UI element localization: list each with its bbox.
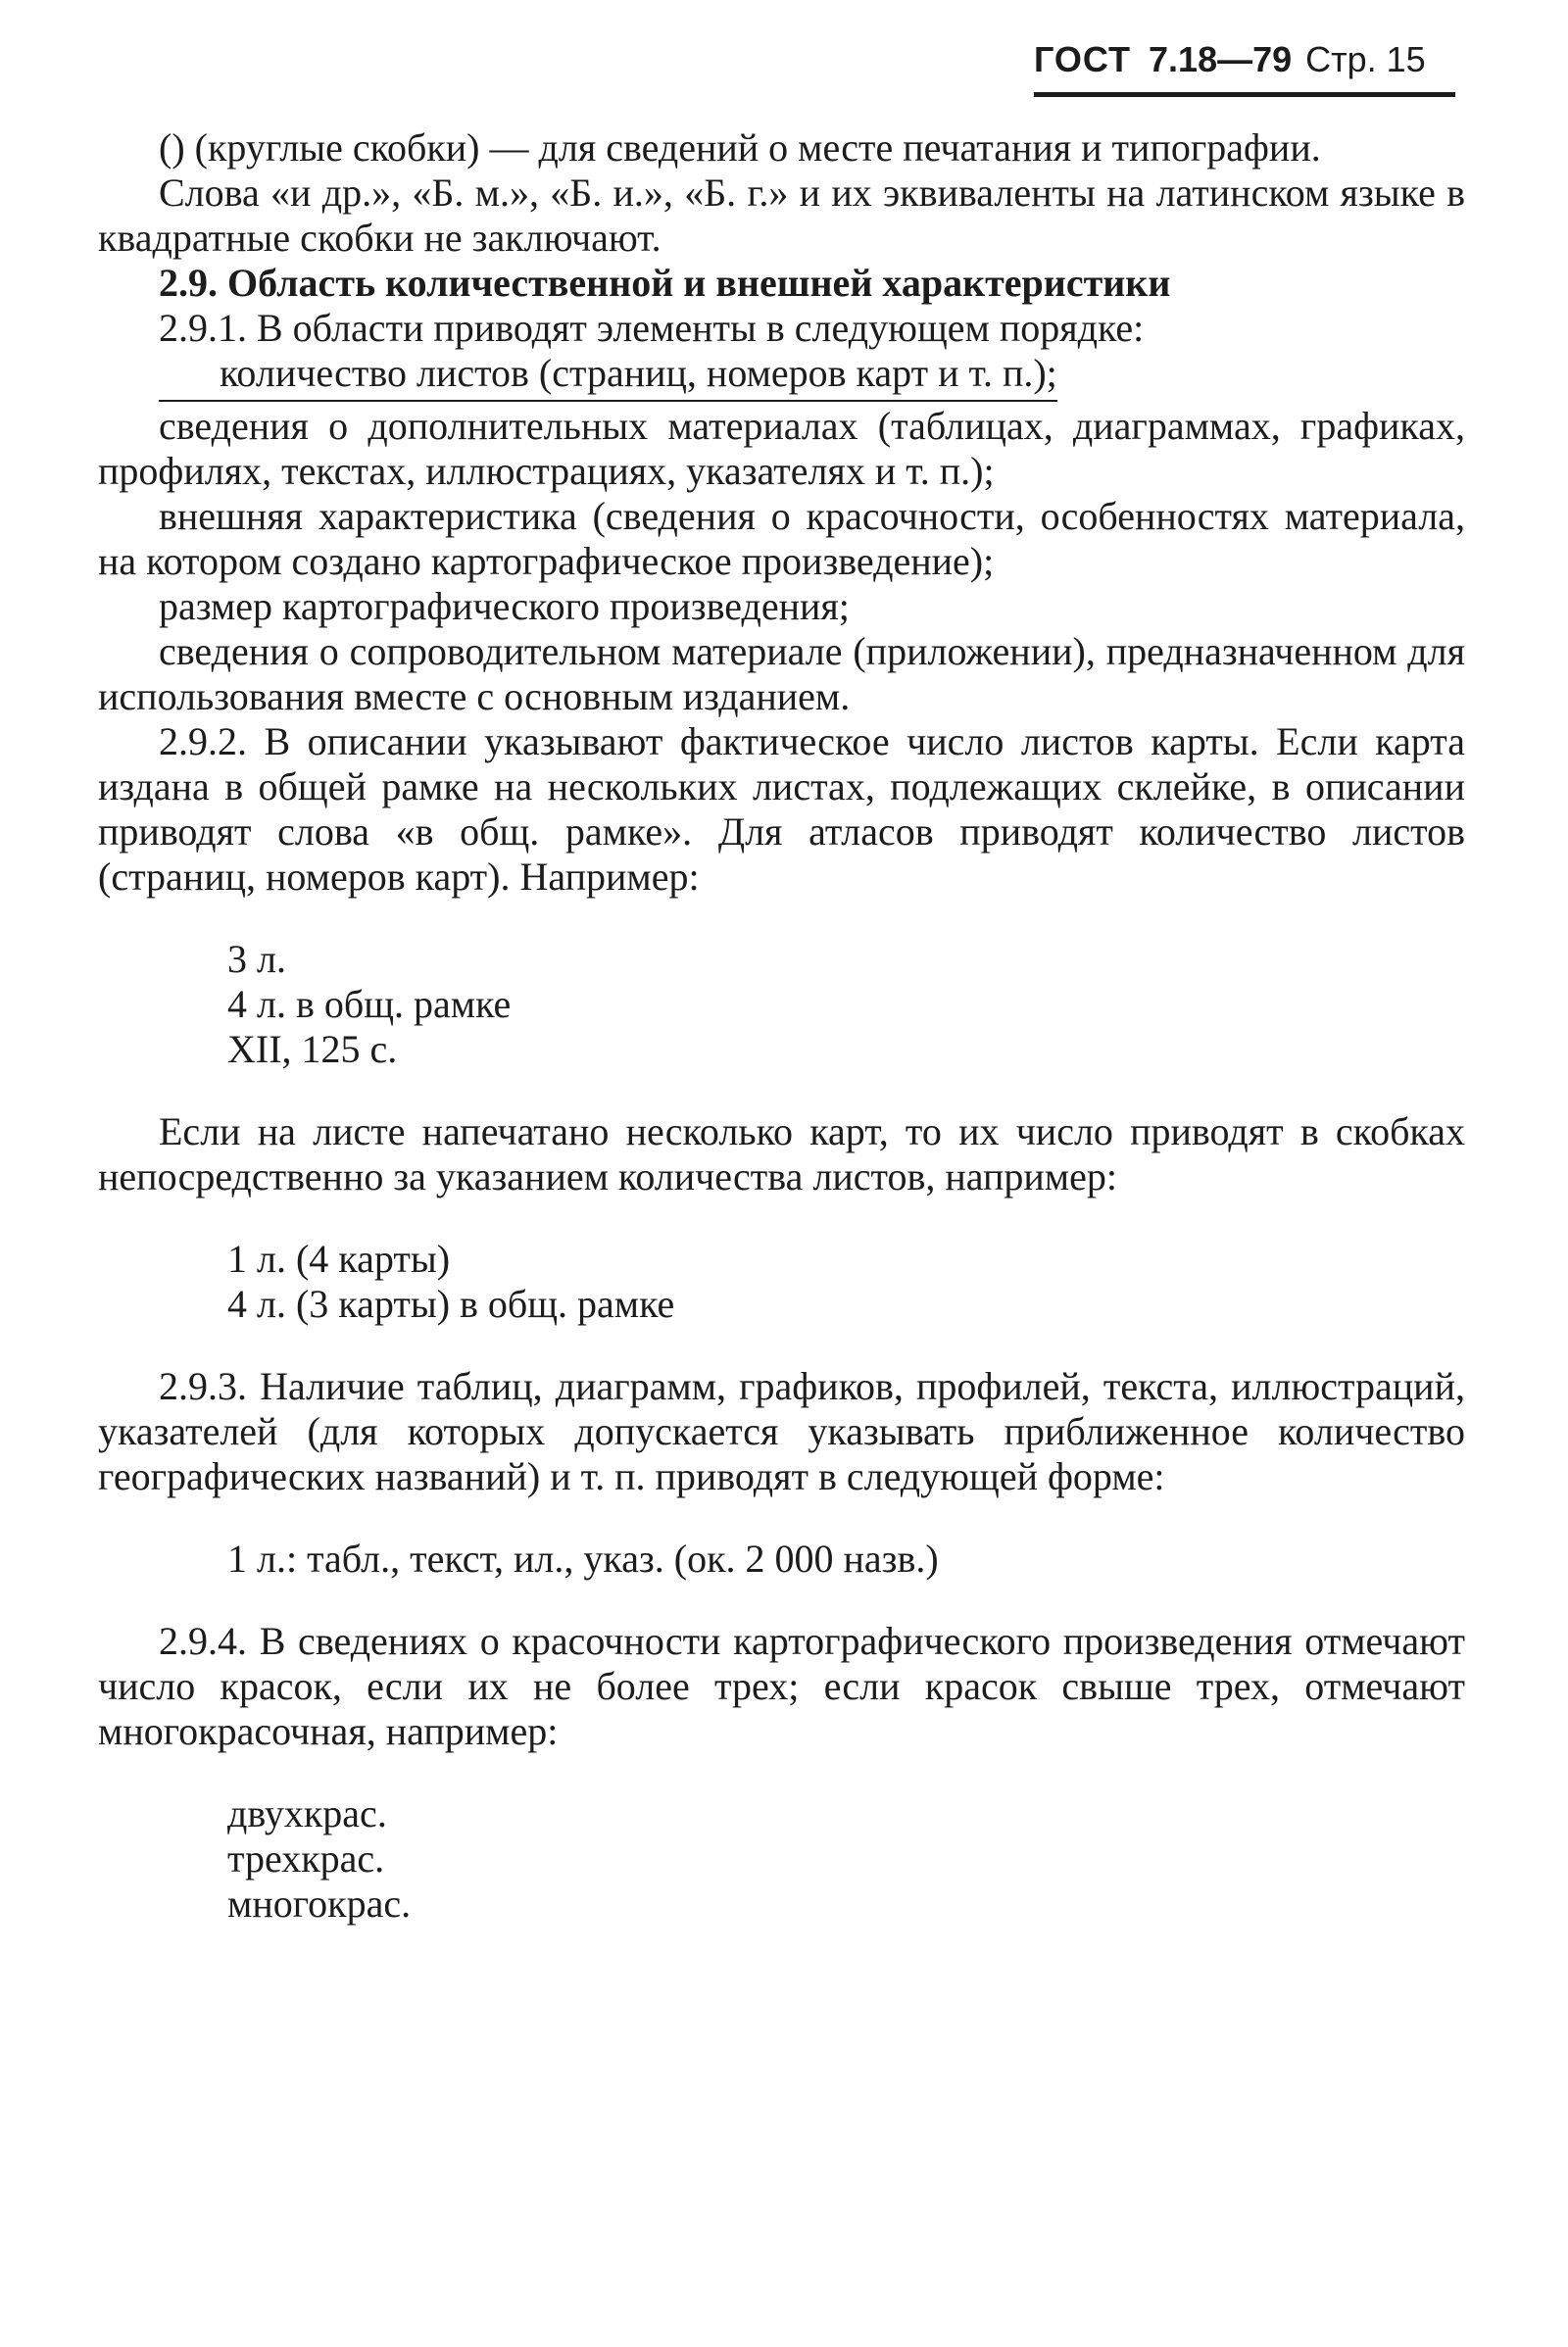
section-title-2-9: 2.9. Область количественной и внешней характеристики <box>159 261 1171 305</box>
example-line: многокрас. <box>227 1882 412 1926</box>
example-line: трехкрас. <box>227 1836 385 1881</box>
paragraph-2-9-4: 2.9.4. В сведениях о красочности картографического произведения отмечают число красок, если их не более трех; если красок свыше трех, отмечают многокрасочная, например: <box>98 1619 1465 1753</box>
list-item-external-characteristics: внешняя характеристика (сведения о красочности, особенностях материала, на котором создано картографическое произведение); <box>98 494 1465 583</box>
list-item-sheets-text: количество листов (страниц, номеров карт и т. п.); <box>159 351 1057 402</box>
list-item-sheets <box>98 351 1465 404</box>
example-block-sheets <box>98 937 1465 1072</box>
standard-number: 7.18—79 <box>1149 39 1293 79</box>
example-line: 1 л.: табл., текст, ил., указ. (ок. 2 000 назв.) <box>227 1537 939 1581</box>
page-number: Стр. 15 <box>1305 39 1426 79</box>
paragraph-round-brackets: () (круглые скобки) — для сведений о месте печатания и типографии. <box>159 125 1321 170</box>
paragraph-latin-equivalents: Слова «и др.», «Б. м.», «Б. и.», «Б. г.» и их эквиваленты на латинском языке в квадратные скобки не заключают. <box>98 171 1465 260</box>
list-item-additional-materials: сведения о дополнительных материалах (таблицах, диаграммах, графиках, профилях, текстах, иллюстрациях, указателях и т. п.); <box>98 404 1465 493</box>
list-item-size: размер картографического произведения; <box>159 584 850 628</box>
example-line: 1 л. (4 карты) <box>227 1237 451 1281</box>
example-line: 3 л. <box>227 937 286 981</box>
paragraph-multiple-maps: Если на листе напечатано несколько карт, то их число приводят в скобках непосредственно за указанием количества листов, например: <box>98 1109 1465 1198</box>
list-item-accompanying-material: сведения о сопроводительном материале (приложении), предназначенном для использования вместе с основным изданием. <box>98 629 1465 718</box>
example-block-maps <box>98 1237 1465 1327</box>
paragraph-2-9-2: 2.9.2. В описании указывают фактическое число листов карты. Если карта издана в общей рамке на нескольких листах, подлежащих склейке, в описании приводят слова «в общ. рамке». Для атласов приводят количество листов (страниц, номеров карт). Например: <box>98 719 1465 899</box>
document-body <box>98 125 1465 1927</box>
example-block-tables <box>98 1537 1465 1582</box>
example-line: 4 л. (3 карты) в общ. рамке <box>227 1282 675 1326</box>
header-rule <box>1034 92 1455 97</box>
example-line: 4 л. в общ. рамке <box>227 982 512 1026</box>
standard-label: ГОСТ <box>1034 39 1132 79</box>
example-block-colors <box>98 1791 1465 1927</box>
example-line: XII, 125 с. <box>227 1027 398 1071</box>
paragraph-2-9-3: 2.9.3. Наличие таблиц, диаграмм, графиков, профилей, текста, иллюстраций, указателей (для которых допускается указывать приближенное количество географических названий) и т. п. приводят в следующей форме: <box>98 1364 1465 1498</box>
paragraph-2-9-1: 2.9.1. В области приводят элементы в следующем порядке: <box>159 306 1145 350</box>
example-line: двухкрас. <box>227 1791 387 1835</box>
page-header <box>1034 39 1455 98</box>
